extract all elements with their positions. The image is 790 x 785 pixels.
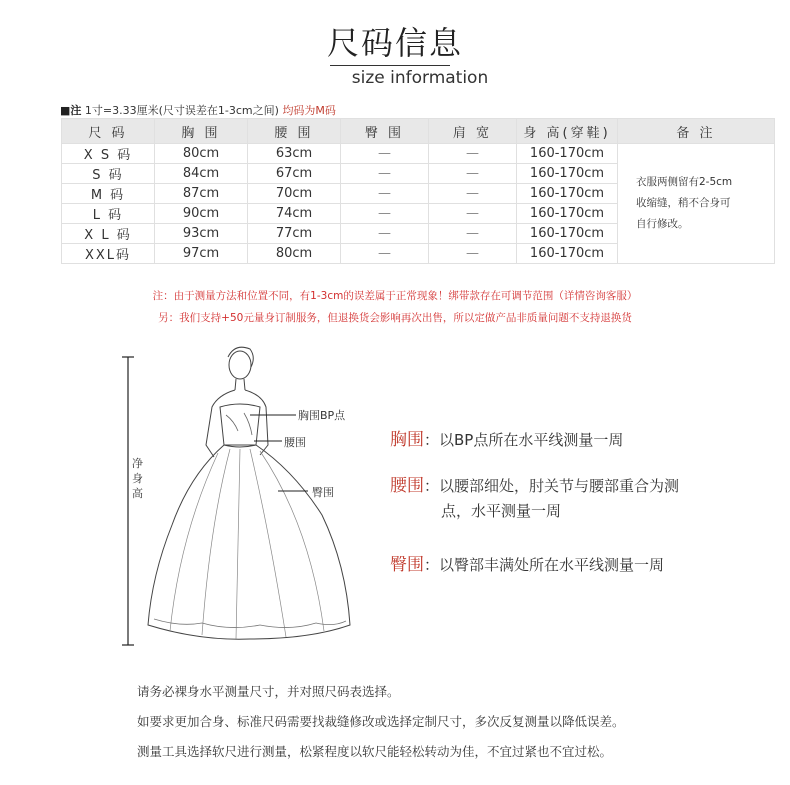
table-header-row — [62, 119, 775, 144]
red-note-custom: 另：我们支持+50元量身订制服务，但退换货会影响再次出售，所以定做产品非质量问题不支持退换货 — [158, 312, 632, 324]
gown-illustration — [110, 335, 400, 655]
measure-waist-sep: ： — [424, 477, 440, 495]
header-waist: 腰 围 — [248, 119, 341, 144]
measure-waist-line2: 点，水平测量一周 — [441, 502, 562, 520]
remark-line: 衣服两侧留有2-5cm — [636, 176, 733, 188]
cell-size: X S 码 — [62, 144, 155, 164]
cell-shoulder: — — [429, 144, 517, 164]
remark-line: 收缩缝，稍不合身可 — [636, 197, 731, 209]
header-bust: 胸 围 — [155, 119, 248, 144]
cell-height: 160-170cm — [517, 244, 618, 264]
bust-label: 胸围BP点 — [298, 409, 346, 422]
remark-line: 自行修改。 — [636, 218, 689, 230]
measure-bust — [390, 428, 623, 453]
bottom-note: 测量工具选择软尺进行测量，松紧程度以软尺能轻松转动为佳，不宜过紧也不宜过松。 — [137, 744, 613, 759]
measure-waist-line: 以腰部细处，肘关节与腰部重合为测 — [439, 477, 680, 495]
cell-bust: 87cm — [155, 184, 248, 204]
cell-height: 160-170cm — [517, 164, 618, 184]
header-height: 身 高(穿鞋) — [517, 119, 618, 144]
note-text: 1寸=3.33厘米(尺寸误差在1-3cm之间) — [84, 104, 279, 117]
note-mark: ■注 — [60, 104, 82, 117]
waist-label: 腰围 — [284, 436, 306, 449]
header-hip: 臀 围 — [341, 119, 429, 144]
cell-size: X L 码 — [62, 224, 155, 244]
cell-hip: — — [341, 244, 429, 264]
bottom-note: 如要求更加合身、标准尺码需要找裁缝修改或选择定制尺寸，多次反复测量以降低误差。 — [137, 714, 625, 729]
cell-hip: — — [341, 224, 429, 244]
header-remark: 备 注 — [618, 119, 775, 144]
hip-label: 臀围 — [312, 486, 334, 499]
cell-height: 160-170cm — [517, 204, 618, 224]
measure-hip-sep: ： — [424, 556, 440, 574]
table-row — [62, 144, 775, 164]
cell-bust: 97cm — [155, 244, 248, 264]
measure-bust-line: 以BP点所在水平线测量一周 — [439, 431, 624, 449]
cell-hip: — — [341, 144, 429, 164]
cell-waist: 67cm — [248, 164, 341, 184]
cell-height: 160-170cm — [517, 144, 618, 164]
cell-remark — [618, 144, 775, 264]
cell-hip: — — [341, 204, 429, 224]
cell-bust: 80cm — [155, 144, 248, 164]
cell-shoulder: — — [429, 184, 517, 204]
measure-waist-key: 腰围 — [390, 476, 424, 496]
cell-size: XXL码 — [62, 244, 155, 264]
page-subtitle: size information — [351, 68, 489, 88]
cell-waist: 63cm — [248, 144, 341, 164]
red-note-error: 注：由于测量方法和位置不同，有1-3cm的误差属于正常现象！绑带款存在可调节范围（详情咨询客服） — [152, 290, 638, 302]
cell-bust: 93cm — [155, 224, 248, 244]
cell-size: S 码 — [62, 164, 155, 184]
cell-shoulder: — — [429, 164, 517, 184]
page-title: 尺码信息 — [326, 24, 463, 62]
cell-waist: 77cm — [248, 224, 341, 244]
size-table — [61, 118, 775, 264]
header-shoulder: 肩 宽 — [429, 119, 517, 144]
cell-bust: 90cm — [155, 204, 248, 224]
height-label: 净身高 — [132, 457, 143, 500]
cell-size: M 码 — [62, 184, 155, 204]
measure-hip-line: 以臀部丰满处所在水平线测量一周 — [439, 556, 665, 574]
measure-hip-key: 臀围 — [390, 555, 424, 575]
cell-shoulder: — — [429, 224, 517, 244]
cell-hip: — — [341, 184, 429, 204]
measure-hip — [390, 553, 664, 578]
cell-shoulder: — — [429, 244, 517, 264]
size-note — [60, 102, 336, 118]
cell-height: 160-170cm — [517, 224, 618, 244]
bottom-note: 请务必裸身水平测量尺寸，并对照尺码表选择。 — [137, 684, 400, 699]
measure-waist — [390, 474, 679, 524]
cell-size: L 码 — [62, 204, 155, 224]
cell-hip: — — [341, 164, 429, 184]
measure-bust-key: 胸围 — [390, 430, 424, 450]
measure-bust-sep: ： — [424, 431, 440, 449]
cell-waist: 80cm — [248, 244, 341, 264]
cell-waist: 70cm — [248, 184, 341, 204]
cell-bust: 84cm — [155, 164, 248, 184]
title-underline — [330, 65, 450, 66]
header-size: 尺 码 — [62, 119, 155, 144]
cell-shoulder: — — [429, 204, 517, 224]
cell-height: 160-170cm — [517, 184, 618, 204]
note-highlight: 均码为M码 — [282, 104, 336, 117]
cell-waist: 74cm — [248, 204, 341, 224]
